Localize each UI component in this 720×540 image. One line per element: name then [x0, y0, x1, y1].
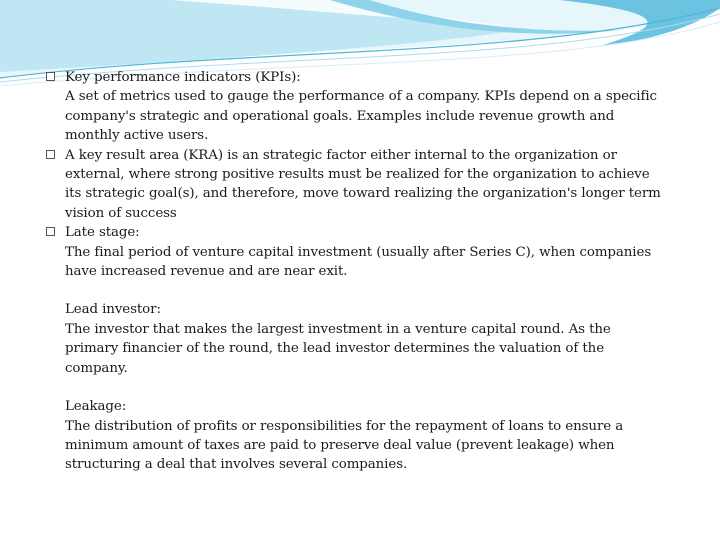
item-heading: Key performance indicators (KPIs):: [65, 70, 301, 85]
item-line: A key result area (KRA) is an strategic factor either internal to the organization or: [65, 147, 617, 163]
item-line: have increased revenue and are near exit.: [65, 264, 348, 280]
bullet-item-kpis: [46, 68, 686, 146]
square-bullet-icon: [46, 72, 55, 81]
item-line: company's strategic and operational goals. Examples include revenue growth and: [65, 108, 615, 124]
block-lead-investor: [46, 300, 686, 378]
item-line: The final period of venture capital investment (usually after Series C), when companies: [65, 244, 652, 260]
item-line: its strategic goal(s), and therefore, move toward realizing the organization's longer term: [65, 186, 661, 202]
block-heading: Leakage:: [65, 399, 127, 415]
text-content: [46, 68, 686, 475]
item-line: external, where strong positive results must be realized for the organization to achieve: [65, 167, 650, 183]
block-line: company.: [65, 360, 128, 376]
spacer: [46, 378, 686, 397]
item-heading: Late stage:: [65, 225, 140, 241]
block-line: structuring a deal that involves several companies.: [65, 457, 408, 473]
block-leakage: [46, 397, 686, 475]
item-line: A set of metrics used to gauge the performance of a company. KPIs depend on a specific: [65, 89, 657, 105]
block-line: The distribution of profits or responsibilities for the repayment of loans to ensure a: [65, 418, 624, 434]
bullet-item-late-stage: [46, 223, 686, 281]
block-line: primary financier of the round, the lead investor determines the valuation of the: [65, 341, 605, 357]
item-line: vision of success: [65, 205, 177, 221]
bullet-item-kra: [46, 146, 686, 224]
block-heading: Lead investor:: [65, 302, 161, 318]
square-bullet-icon: [46, 227, 55, 236]
block-line: The investor that makes the largest investment in a venture capital round. As the: [65, 321, 611, 337]
spacer: [46, 281, 686, 300]
square-bullet-icon: [46, 150, 55, 159]
block-line: minimum amount of taxes are paid to preserve deal value (prevent leakage) when: [65, 437, 615, 453]
item-line: monthly active users.: [65, 128, 209, 144]
